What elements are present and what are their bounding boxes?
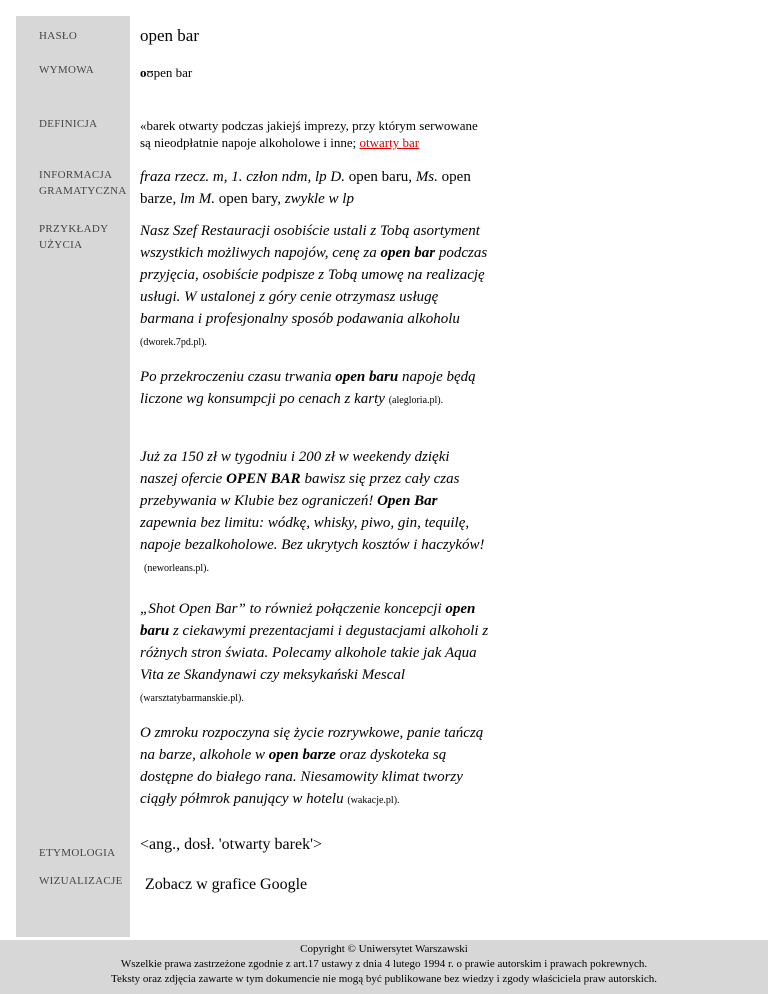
grammar-part4: open barze,	[140, 169, 471, 207]
example-5-term: open barze	[268, 747, 336, 763]
footer	[0, 940, 768, 994]
example-5-text-a: O zmroku rozpoczyna się życie rozrywkowe, panie tańczą na barze, alkohole w	[140, 725, 484, 763]
example-4	[140, 598, 490, 710]
label-definicja: DEFINICJA	[39, 118, 98, 130]
label-przyklady-line1: PRZYKŁADY	[39, 223, 109, 235]
example-3-text-a: Już za 150 zł w tygodniu i 200 zł w weekendy dzięki naszej ofercie	[140, 449, 450, 487]
example-2-text-a: Po przekroczeniu czasu trwania	[140, 369, 336, 385]
label-informacja-line2: GRAMATYCZNA	[39, 185, 127, 197]
footer-notice: Teksty oraz zdjęcia zawarte w tym dokumencie nie mogą być publikowane bez wiedzy i zgody właściciela praw autorskich.	[111, 973, 657, 985]
definition-link[interactable]: otwarty bar	[359, 135, 420, 150]
example-5-text-c: oraz dyskoteka są dostępne do białego rana. Niesamowity klimat tworzy ciągły półmrok panujący w hotelu	[140, 747, 463, 807]
example-3-text-c: bawisz się przez cały czas przebywania w Klubie bez ograniczeń!	[140, 471, 460, 509]
label-haslo: HASŁO	[39, 30, 78, 42]
example-2-term: open baru	[335, 369, 399, 385]
grammar-part2: open baru,	[345, 169, 416, 185]
etymology: <ang., dosł. 'otwarty barek'>	[140, 836, 322, 853]
headword: open bar	[140, 26, 200, 45]
example-2-text-c: napoje będą liczone wg konsumpcji po cenach z karty	[140, 369, 476, 407]
example-3	[140, 446, 490, 580]
grammar-part7: zwykle w lp	[284, 191, 354, 207]
example-3-source: (neworleans.pl).	[144, 563, 209, 574]
grammar-part6: open bary,	[214, 191, 285, 207]
label-wymowa: WYMOWA	[39, 64, 94, 76]
pronunciation	[140, 65, 500, 81]
pronunciation-mark: ʊ	[146, 65, 154, 80]
label-etymologia: ETYMOLOGIA	[39, 847, 116, 859]
google-images-link[interactable]: Zobacz w grafice Google	[145, 876, 308, 893]
pronunciation-rest: pen bar	[153, 65, 193, 80]
example-2-source: (alegloria.pl).	[388, 395, 444, 406]
example-1-source: (dworek.7pd.pl).	[140, 337, 207, 348]
example-3-term: OPEN BAR	[226, 471, 301, 487]
grammar-part5: lm M.	[179, 191, 215, 207]
pronunciation-stressed: o	[140, 65, 147, 80]
example-1	[140, 220, 490, 354]
definition	[140, 117, 490, 151]
example-1-text-c: podczas przyjęcia, osobiście podpisze z Tobą umowę na realizację usługi. W ustalonej z góry cenie otrzymasz usługę barmana i profesjonalny sposób podawania alkoholu	[140, 245, 488, 327]
example-4-text-a: „Shot Open Bar” to również połączenie koncepcji	[140, 601, 446, 617]
example-5-source: (wakacje.pl).	[347, 795, 400, 806]
grammar-info	[140, 166, 490, 210]
example-5	[140, 722, 490, 812]
label-przyklady-line2: UŻYCIA	[39, 239, 83, 251]
footer-rights: Wszelkie prawa zastrzeżone zgodnie z art.17 ustawy z dnia 4 lutego 1994 r. o prawie autorskim i prawach pokrewnych.	[120, 958, 648, 970]
grammar-part1: fraza rzecz. m, 1. człon ndm, lp D.	[140, 169, 345, 185]
definition-text: «barek otwarty podczas jakiejś imprezy, przy którym serwowane są nieodpłatnie napoje alkoholowe i inne;	[140, 118, 478, 150]
example-3-term-2: Open Bar	[377, 493, 438, 509]
label-informacja-gramatyczna	[39, 167, 127, 199]
label-wizualizacje: WIZUALIZACJE	[39, 875, 123, 887]
label-column	[16, 16, 130, 937]
example-1-term: open bar	[380, 245, 436, 261]
example-1-text-a: Nasz Szef Restauracji osobiście ustali z Tobą asortyment wszystkich możliwych napojów, cenę za	[140, 223, 480, 261]
grammar-part3: Ms.	[415, 169, 438, 185]
label-informacja-line1: INFORMACJA	[39, 169, 113, 181]
example-4-source: (warsztatybarmanskie.pl).	[140, 693, 244, 704]
example-2	[140, 366, 490, 412]
footer-copyright: Copyright © Uniwersytet Warszawski	[300, 943, 468, 955]
example-3-text-e: zapewnia bez limitu: wódkę, whisky, piwo, gin, tequilę, napoje bezalkoholowe. Bez ukrytych kosztów i haczyków!	[140, 515, 485, 553]
label-przyklady-uzycia	[39, 221, 108, 253]
example-4-term: open baru	[140, 601, 476, 639]
example-4-text-c: z ciekawymi prezentacjami i degustacjami alkoholi z różnych stron świata. Polecamy alkohole takie jak Aqua Vita ze Skandynawi czy meksykański Mescal	[140, 623, 489, 683]
